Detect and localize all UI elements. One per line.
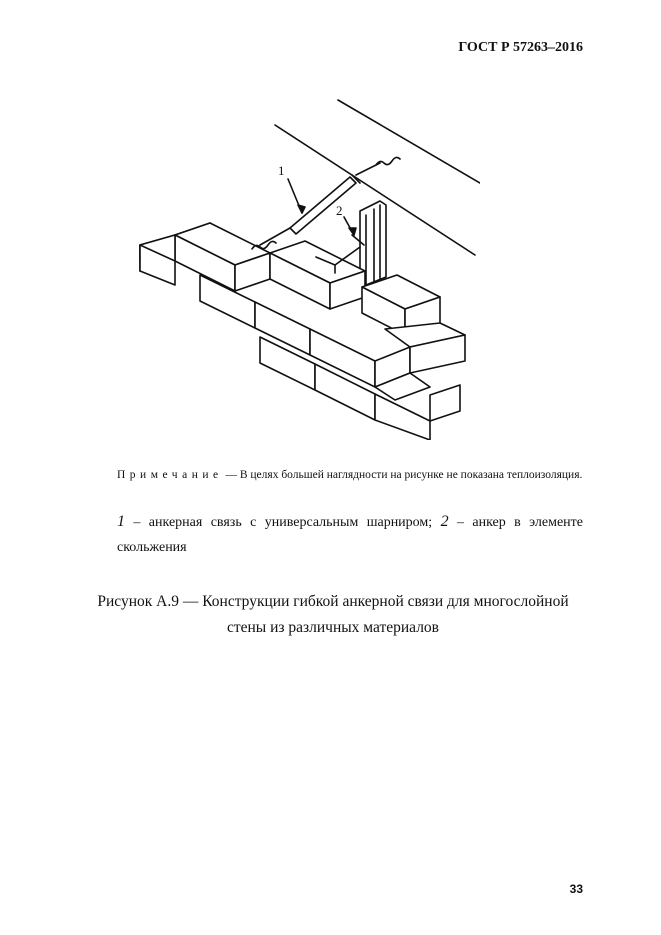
legend-item-2-number: 2 xyxy=(440,513,449,530)
figure-anchor-tie xyxy=(130,95,480,440)
caption-line-1: Рисунок А.9 — Конструкции гибкой анкерной связи для многослойной xyxy=(97,593,569,610)
figure-label-1: 1 xyxy=(278,163,285,178)
figure-note xyxy=(83,464,583,486)
figure-drawing xyxy=(130,95,480,440)
note-paragraph xyxy=(83,464,583,486)
figure-label-2: 2 xyxy=(336,203,343,218)
legend-paragraph xyxy=(83,509,583,560)
figure-caption xyxy=(83,589,583,641)
caption-line-2: стены из различных материалов xyxy=(226,619,440,636)
legend-item-1-number: 1 xyxy=(117,513,125,530)
legend-item-1-text: – анкерная связь с универсальным шарниром; xyxy=(125,515,441,530)
standard-code: ГОСТ Р 57263–2016 xyxy=(458,40,583,55)
page-number: 33 xyxy=(569,882,583,896)
legend-item-2-text: – анкер в элементе скольжения xyxy=(117,515,583,555)
note-prefix: Примечание xyxy=(117,469,223,481)
note-text: — В целях большей наглядности на рисунке не показана теплоизоляция. xyxy=(222,469,583,481)
brick-wall xyxy=(140,223,465,440)
figure-legend xyxy=(83,509,583,560)
